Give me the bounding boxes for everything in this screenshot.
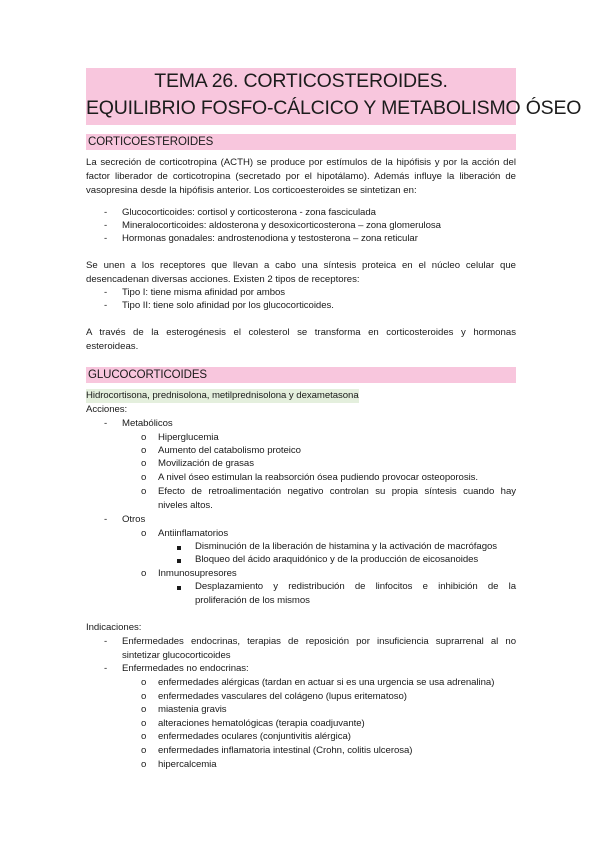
retro-item — [158, 485, 516, 513]
text-line: proliferación de los mismos — [195, 595, 310, 606]
bullet-dash: - — [104, 300, 108, 311]
antiinflamatorios-label: Antiinflamatorios — [158, 528, 229, 539]
bullet-dash: - — [104, 418, 108, 429]
text-line: desencadenan diversas acciones. Existen 2 tipos de receptores: — [86, 274, 360, 285]
bullet-circle: o — [141, 458, 147, 469]
title-block — [86, 68, 582, 125]
acciones-label: Acciones: — [86, 404, 128, 415]
bullet-circle: o — [141, 704, 147, 715]
list-item: Aumento del catabolismo proteico — [158, 445, 301, 456]
outro-paragraph — [86, 326, 516, 354]
bullet-square — [177, 554, 181, 568]
text-line: sintetizar glucocorticoides — [122, 650, 231, 661]
bullet-dash: - — [104, 663, 108, 674]
bullet-dash: - — [104, 233, 108, 244]
text-line: niveles altos. — [158, 500, 213, 511]
bullet-dash: - — [104, 287, 108, 298]
list-item: Glucocorticoides: cortisol y corticosterona - zona fasciculada — [122, 207, 376, 218]
metabolicos-label: Metabólicos — [122, 418, 173, 429]
indicaciones-label: Indicaciones: — [86, 622, 142, 633]
text-line: Enfermedades endocrinas, terapias de reposición por insuficiencia suprarrenal al no — [122, 636, 516, 647]
section-heading-glucocorticoides: GLUCOCORTICOIDES — [86, 367, 516, 383]
list-item: hipercalcemia — [158, 759, 217, 770]
intro-paragraph — [86, 156, 516, 198]
bullet-circle: o — [141, 731, 147, 742]
text-line: Se unen a los receptores que llevan a cabo una síntesis proteica en el núcleo celular que — [86, 260, 516, 271]
bullet-square — [177, 541, 181, 555]
inmunosupresores-label: Inmunosupresores — [158, 568, 237, 579]
bullet-circle: o — [141, 472, 147, 483]
list-item: Tipo I: tiene misma afinidad por ambos — [122, 287, 286, 298]
bullet-dash: - — [104, 514, 108, 525]
section-heading-corticoesteroides: CORTICOESTEROIDES — [86, 134, 516, 150]
receptor-paragraph — [86, 259, 516, 287]
bullet-circle: o — [141, 432, 147, 443]
bullet-circle: o — [141, 568, 147, 579]
list-item: Hormonas gonadales: androstenodiona y testosterona – zona reticular — [122, 233, 418, 244]
bullet-circle: o — [141, 759, 147, 770]
text-line: A través de la esterogénesis el colesterol se transforma en corticosteroides y hormonas — [86, 327, 516, 338]
text-line: factor liberador de corticotropina (secretado por el hipotálamo). Además influye la liberación de — [86, 171, 516, 182]
title-line-2: EQUILIBRIO FOSFO-CÁLCICO Y METABOLISMO ÓSEO — [86, 97, 582, 119]
list-item: Hiperglucemia — [158, 432, 219, 443]
list-item: enfermedades vasculares del colágeno (lupus eritematoso) — [158, 691, 407, 702]
list-item: enfermedades oculares (conjuntivitis alérgica) — [158, 731, 351, 742]
list-item: alteraciones hematológicas (terapia coadjuvante) — [158, 718, 365, 729]
drug-list-highlight: Hidrocortisona, prednisolona, metilprednisolona y dexametasona — [86, 390, 359, 401]
list-item: Bloqueo del ácido araquidónico y de la producción de eicosanoides — [195, 554, 479, 565]
list-item: Movilización de grasas — [158, 458, 254, 469]
bullet-circle: o — [141, 677, 147, 688]
title-line-1: TEMA 26. CORTICOSTEROIDES. — [154, 70, 448, 92]
text-line: esteroideas. — [86, 341, 139, 352]
bullet-dash: - — [104, 636, 108, 647]
list-item: miastenia gravis — [158, 704, 227, 715]
text-line: Efecto de retroalimentación negativo controlan su propia síntesis cuando hay — [158, 486, 516, 497]
bullet-circle: o — [141, 445, 147, 456]
list-item: enfermedades inflamatoria intestinal (Crohn, colitis ulcerosa) — [158, 745, 413, 756]
bullet-dash: - — [104, 220, 108, 231]
text-line: vasopresina desde la hipófisis anterior. Los corticoesteroides se sintetizan en: — [86, 185, 417, 196]
list-item: A nivel óseo estimulan la reabsorción ósea pudiendo provocar osteoporosis. — [158, 472, 479, 483]
text-line: Desplazamiento y redistribución de linfocitos e inhibición de la — [195, 581, 516, 592]
bullet-circle: o — [141, 486, 147, 497]
bullet-circle: o — [141, 718, 147, 729]
bullet-square — [177, 581, 181, 595]
list-item: Tipo II: tiene solo afinidad por los glucocorticoides. — [122, 300, 334, 311]
inmuno-item — [195, 580, 516, 608]
bullet-circle: o — [141, 528, 147, 539]
bullet-dash: - — [104, 207, 108, 218]
list-item: Mineralocorticoides: aldosterona y desoxicorticosterona – zona glomerulosa — [122, 220, 441, 231]
endocrinas-item — [122, 635, 516, 663]
no-endocrinas-label: Enfermedades no endocrinas: — [122, 663, 249, 674]
otros-label: Otros — [122, 514, 146, 525]
bullet-circle: o — [141, 745, 147, 756]
list-item: enfermedades alérgicas (tardan en actuar si es una urgencia se usa adrenalina) — [158, 677, 495, 688]
bullet-circle: o — [141, 691, 147, 702]
text-line: La secreción de corticotropina (ACTH) se produce por estímulos de la hipófisis y por la acción del — [86, 157, 516, 168]
list-item: Disminución de la liberación de histamina y la activación de macrófagos — [195, 541, 498, 552]
